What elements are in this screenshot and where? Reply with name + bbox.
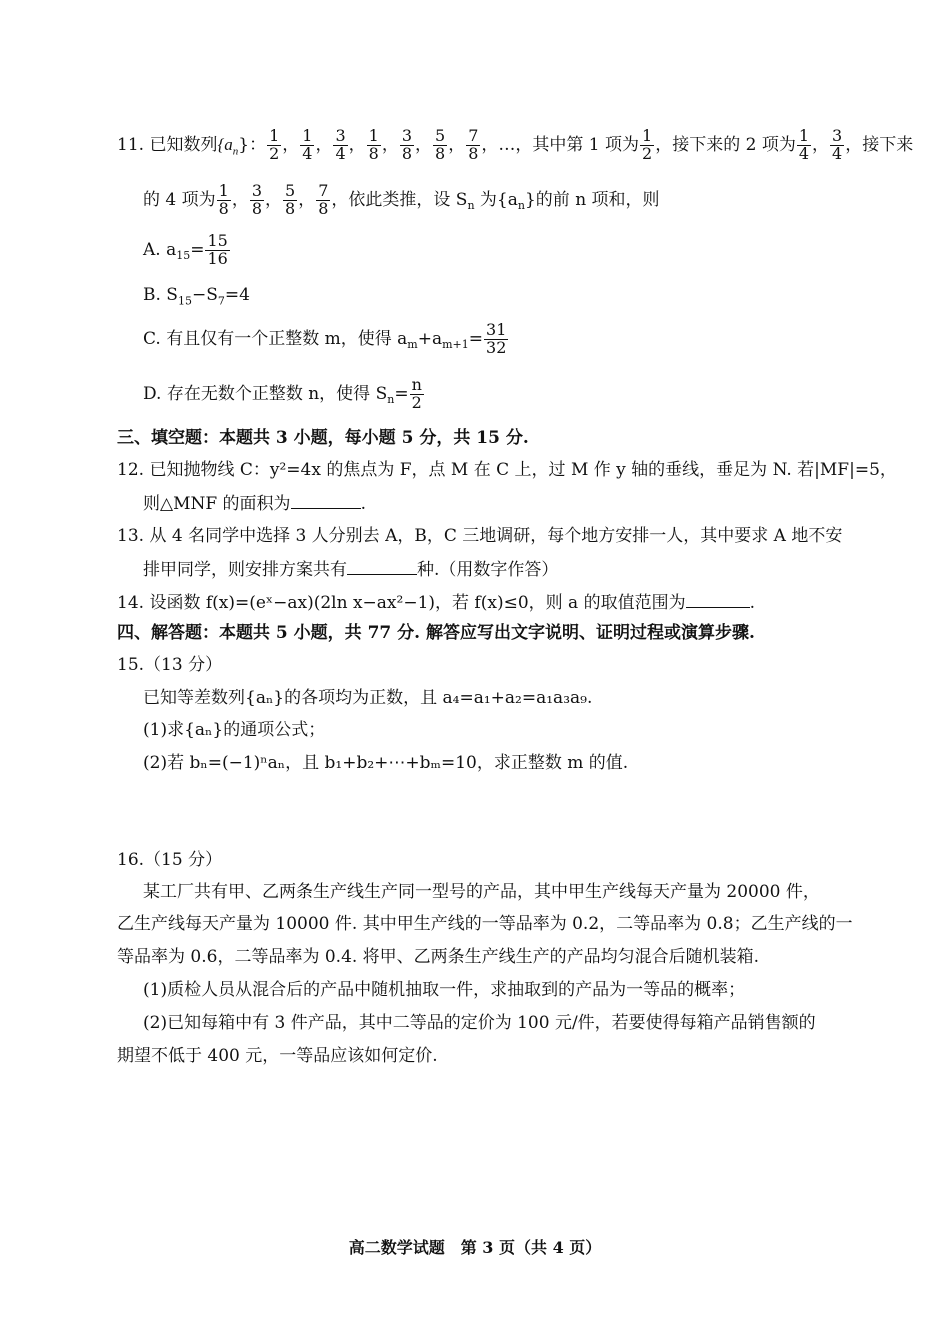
q11-option-d xyxy=(143,377,425,412)
q11-option-a xyxy=(143,233,231,268)
frac-num: 1 xyxy=(269,126,280,145)
frac-num: 7 xyxy=(468,126,479,145)
frac-den: 2 xyxy=(269,143,280,163)
opt-d-eq: = xyxy=(394,383,409,404)
frac-den: 2 xyxy=(642,143,653,163)
q16-line6: 期望不低于 400 元，一等品应该如何定价. xyxy=(117,1046,438,1066)
opt-a-eq: = xyxy=(190,239,205,260)
q13-line2-text: 排甲同学，则安排方案共有 xyxy=(143,560,347,580)
frac-num: 5 xyxy=(285,181,296,200)
fraction xyxy=(316,183,330,218)
q11-number: 11. xyxy=(117,134,145,155)
opt-d-sub: n xyxy=(387,393,395,407)
q13-line2 xyxy=(143,560,558,579)
frac-num: n xyxy=(411,375,422,394)
frac-den: 4 xyxy=(302,143,313,163)
q13-answer-blank[interactable] xyxy=(347,560,417,575)
frac-den: 8 xyxy=(285,198,296,218)
fraction xyxy=(367,128,381,163)
q11-seq-sub: n xyxy=(232,145,239,158)
q11-tail: ，接下来 xyxy=(845,134,914,155)
frac-den: 8 xyxy=(251,198,262,218)
q11-next-frac-1 xyxy=(797,128,811,163)
opt-c-sub2: m+1 xyxy=(442,338,469,352)
q11-line2-start: 的 4 项为 xyxy=(143,189,216,210)
opt-d-pre: D. 存在无数个正整数 n，使得 S xyxy=(143,383,388,404)
fraction xyxy=(333,128,347,163)
opt-a-frac xyxy=(205,233,229,268)
frac-den: 4 xyxy=(335,143,346,163)
frac-den: 16 xyxy=(207,248,228,268)
q16-line1: 某工厂共有甲、乙两条生产线生产同一型号的产品，其中甲生产线每天产量为 20000 件， xyxy=(143,882,820,902)
q12-line2 xyxy=(143,494,366,513)
q12-line2-end: . xyxy=(360,494,366,514)
frac-num: 1 xyxy=(218,181,229,200)
frac-den: 32 xyxy=(486,337,507,357)
frac-num: 3 xyxy=(335,126,346,145)
frac-den: 4 xyxy=(832,143,843,163)
opt-d-frac xyxy=(410,377,424,412)
fraction xyxy=(433,128,447,163)
opt-b-sub1: 15 xyxy=(177,294,192,308)
q16-part1: (1)质检人员从混合后的产品中随机抽取一件，求抽取到的产品为一等品的概率； xyxy=(143,980,746,1000)
frac-den: 8 xyxy=(435,143,446,163)
frac-den: 8 xyxy=(368,143,379,163)
q16-heading: 16.（15 分） xyxy=(117,850,223,870)
q13-line2-end: 种.（用数字作答） xyxy=(417,560,559,580)
opt-b-mid: −S xyxy=(191,285,218,305)
frac-num: 1 xyxy=(302,126,313,145)
opt-c-eq: = xyxy=(468,328,484,349)
q11-sequence-fractions: $\frac{1}{2}$ ， $\frac{1}{4}$ ， $\frac{3}{4}$ ， $\frac{1}{8}$ ， $\frac{3}{8}$ ， $\frac{5}{8}$ ， $\frac{7}{8}$ xyxy=(269,126,479,163)
frac-den: 4 xyxy=(798,143,810,163)
frac-den: 2 xyxy=(411,392,422,412)
q11-line2: 的 4 项为 $\frac{1}{8}$ ， $\frac{3}{8}$ ， $\frac{5}{8}$ ， $\frac{7}{8}$ ，依此类推，设 $S_n$ 为$\{a_n\}$的前 n 项和，则 xyxy=(143,181,660,218)
q12-answer-blank[interactable] xyxy=(291,494,361,509)
opt-c-pre: C. 有且仅有一个正整数 m，使得 a xyxy=(143,328,408,349)
q12-line1: 12. 已知抛物线 C：y²=4x 的焦点为 F，点 M 在 C 上，过 M 作 y 轴的垂线，垂足为 N. 若|MF|=5， xyxy=(117,460,897,480)
q11-mid: ，接下来的 2 项为 xyxy=(655,134,796,155)
q11-line2-end: ，依此类推，设 S xyxy=(331,189,468,210)
q16-line2: 乙生产线每天产量为 10000 件. 其中甲生产线的一等品率为 0.2，二等品率为 0.8；乙生产线的一 xyxy=(117,914,853,934)
frac-num: 5 xyxy=(435,126,446,145)
frac-den: 8 xyxy=(218,198,229,218)
q14-end: . xyxy=(749,593,755,613)
frac-num: 3 xyxy=(832,126,843,145)
fraction xyxy=(400,128,414,163)
q14-answer-blank[interactable] xyxy=(686,593,750,608)
q13-line1: 13. 从 4 名同学中选择 3 人分别去 A，B，C 三地调研，每个地方安排一人，其中要求 A 地不安 xyxy=(117,526,843,546)
q11-seq-name: {a xyxy=(217,134,233,154)
opt-c-mid: +a xyxy=(417,328,443,349)
opt-c-sub1: m xyxy=(407,338,418,352)
fraction xyxy=(267,128,281,163)
opt-b-end: =4 xyxy=(224,285,250,305)
q11-after-seq: ，…，其中第 1 项为 xyxy=(481,134,640,155)
q16-line3: 等品率为 0.6，二等品率为 0.4. 将甲、乙两条生产线生产的产品均匀混合后随机装箱. xyxy=(117,947,760,967)
frac-num: 1 xyxy=(368,126,379,145)
q15-line1: 已知等差数列{aₙ}的各项均为正数，且 a₄=a₁+a₂=a₁a₃a₉. xyxy=(143,688,593,708)
frac-num: 7 xyxy=(318,181,329,200)
q11-intro: 已知数列 xyxy=(149,134,218,155)
q11-seq-close: }： xyxy=(238,134,267,155)
page-footer: 高二数学试题 第 3 页（共 4 页） xyxy=(348,1238,602,1257)
q11-next-frac-2 xyxy=(830,128,844,163)
fraction xyxy=(300,128,314,163)
frac-num: 1 xyxy=(798,126,810,145)
q11-option-b xyxy=(143,287,250,306)
section3-heading: 三、填空题：本题共 3 小题，每小题 5 分，共 15 分. xyxy=(117,428,529,448)
q11-line2-end3: }的前 n 项和，则 xyxy=(524,189,660,210)
opt-c-frac xyxy=(484,322,508,357)
fraction xyxy=(217,183,231,218)
frac-num: 3 xyxy=(401,126,413,145)
q14-text: 14. 设函数 f(x)=(eˣ−ax)(2ln x−ax²−1)，若 f(x)≤0，则 a 的取值范围为 xyxy=(117,593,686,613)
fraction xyxy=(466,128,480,163)
q11-four-fractions: $\frac{1}{8}$ ， $\frac{3}{8}$ ， $\frac{5}{8}$ ， $\frac{7}{8}$ xyxy=(218,181,329,218)
frac-num: 1 xyxy=(642,126,653,145)
frac-den: 8 xyxy=(468,143,479,163)
frac-den: 8 xyxy=(318,198,329,218)
fraction xyxy=(250,183,264,218)
opt-a-sub: 15 xyxy=(176,249,191,263)
section4-heading: 四、解答题：本题共 5 小题，共 77 分. 解答应写出文字说明、证明过程或演算步骤. xyxy=(117,623,755,643)
opt-b-sub2: 7 xyxy=(217,294,225,308)
q15-part2: (2)若 bₙ=(−1)ⁿaₙ，且 b₁+b₂+⋯+bₘ=10，求正整数 m 的值. xyxy=(143,753,629,773)
q14-line xyxy=(117,593,755,612)
q12-line2-text: 则△MNF 的面积为 xyxy=(143,494,291,514)
frac-num: 3 xyxy=(251,181,262,200)
q11-first-frac xyxy=(640,128,654,163)
q11-line1: 11. 已知数列$\{a_n\}$： $\frac{1}{2}$ ， $\frac{1}{4}$ ， $\frac{3}{4}$ ， $\frac{1}{8}$ ， $\frac{3}{8}$ ， $\frac{5}{8}$ ， $\frac{7}{8}$ ，…，其中第 1 项为 $\frac{1}{2}$ ，接下来的 2 项为 $\frac{1}{4}$ ， $\frac{3}{4}$ ，接下来 xyxy=(117,126,914,163)
q16-part2: (2)已知每箱中有 3 件产品，其中二等品的定价为 100 元/件，若要使得每箱产品销售额的 xyxy=(143,1013,816,1033)
q11-option-c xyxy=(143,322,509,357)
frac-num: 31 xyxy=(486,320,507,339)
opt-b-pre: B. S xyxy=(143,285,178,305)
q15-heading: 15.（13 分） xyxy=(117,655,223,675)
fraction xyxy=(283,183,297,218)
q11-line2-end2: 为{a xyxy=(474,189,518,210)
frac-den: 8 xyxy=(401,143,413,163)
frac-num: 15 xyxy=(207,231,228,250)
q15-part1: (1)求{aₙ}的通项公式； xyxy=(143,720,326,740)
opt-a-pre: A. a xyxy=(143,239,177,260)
